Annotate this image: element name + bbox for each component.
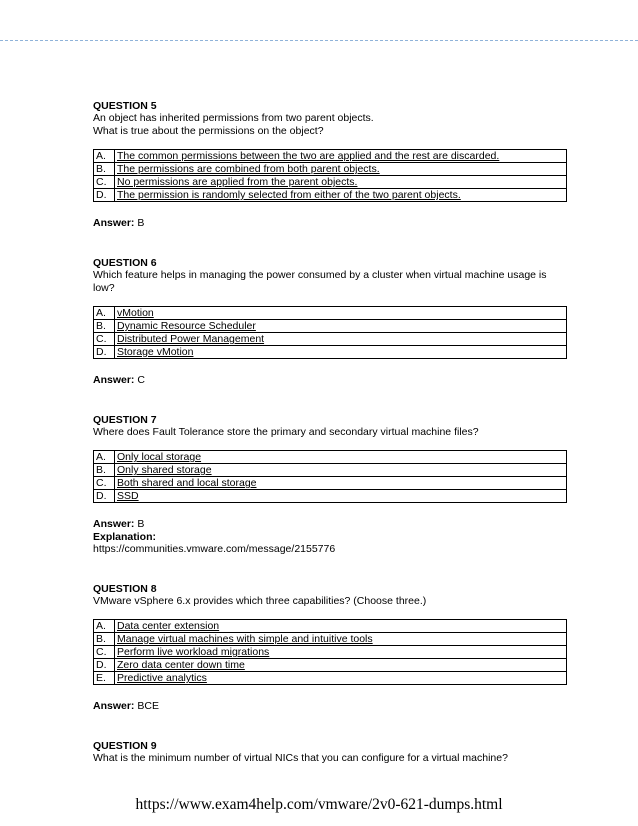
option-row	[94, 163, 567, 176]
option-text: Dynamic Resource Scheduler	[115, 320, 567, 333]
option-text: Perform live workload migrations	[115, 646, 567, 659]
answer-line	[93, 217, 568, 230]
answer-label: Answer:	[93, 518, 135, 530]
option-text: The permissions are combined from both parent objects.	[115, 163, 567, 176]
option-row	[94, 451, 567, 464]
option-row	[94, 320, 567, 333]
question-9	[93, 740, 568, 765]
header-dashed-rule	[0, 40, 638, 41]
question-6	[93, 257, 568, 387]
option-text: The common permissions between the two are applied and the rest are discarded.	[115, 150, 567, 163]
option-letter: A.	[94, 150, 115, 163]
question-7	[93, 414, 568, 556]
option-letter: D.	[94, 346, 115, 359]
option-letter: A.	[94, 307, 115, 320]
answer-label: Answer:	[93, 374, 135, 386]
option-letter: B.	[94, 163, 115, 176]
option-letter: B.	[94, 320, 115, 333]
option-text: Manage virtual machines with simple and intuitive tools	[115, 633, 567, 646]
option-letter: D.	[94, 189, 115, 202]
answer-label: Answer:	[93, 700, 135, 712]
option-row	[94, 490, 567, 503]
question-title: QUESTION 5	[93, 100, 157, 112]
options-table	[93, 306, 567, 359]
answer-line	[93, 700, 568, 713]
option-row	[94, 150, 567, 163]
option-text: Data center extension	[115, 620, 567, 633]
option-row	[94, 633, 567, 646]
question-5	[93, 100, 568, 230]
option-text: SSD	[115, 490, 567, 503]
option-row	[94, 659, 567, 672]
question-title: QUESTION 8	[93, 583, 157, 595]
option-text: Only local storage	[115, 451, 567, 464]
option-text: Only shared storage	[115, 464, 567, 477]
option-row	[94, 477, 567, 490]
question-text-line: VMware vSphere 6.x provides which three capabilities? (Choose three.)	[93, 595, 427, 607]
question-text-line: Which feature helps in managing the power consumed by a cluster when virtual machine usage is	[93, 269, 547, 281]
question-title: QUESTION 6	[93, 257, 157, 269]
answer-value: BCE	[137, 700, 159, 712]
option-text: Storage vMotion	[115, 346, 567, 359]
option-row	[94, 620, 567, 633]
option-letter: D.	[94, 659, 115, 672]
question-8	[93, 583, 568, 713]
question-text-line: Where does Fault Tolerance store the primary and secondary virtual machine files?	[93, 426, 479, 438]
option-letter: C.	[94, 477, 115, 490]
option-row	[94, 189, 567, 202]
option-row	[94, 672, 567, 685]
explanation-label: Explanation:	[93, 531, 157, 543]
explanation-link: https://communities.vmware.com/message/2155776	[93, 543, 336, 555]
option-letter: C.	[94, 646, 115, 659]
answer-line	[93, 374, 568, 387]
question-title: QUESTION 9	[93, 740, 157, 752]
option-letter: E.	[94, 672, 115, 685]
option-text: vMotion	[115, 307, 567, 320]
option-row	[94, 346, 567, 359]
options-table	[93, 450, 567, 503]
option-row	[94, 646, 567, 659]
answer-value: B	[137, 518, 145, 530]
option-text: The permission is randomly selected from either of the two parent objects.	[115, 189, 567, 202]
option-text: No permissions are applied from the parent objects.	[115, 176, 567, 189]
option-letter: D.	[94, 490, 115, 503]
question-title: QUESTION 7	[93, 414, 157, 426]
answer-line	[93, 518, 568, 531]
option-row	[94, 333, 567, 346]
footer-url[interactable]: https://www.exam4help.com/vmware/2v0-621-dumps.html	[135, 796, 503, 813]
option-text: Both shared and local storage	[115, 477, 567, 490]
question-text-line: low?	[93, 282, 115, 294]
question-text-line: What is the minimum number of virtual NICs that you can configure for a virtual machine?	[93, 752, 508, 764]
answer-value: B	[137, 217, 145, 229]
option-row	[94, 307, 567, 320]
option-row	[94, 464, 567, 477]
answer-label: Answer:	[93, 217, 135, 229]
question-text-line: What is true about the permissions on the object?	[93, 125, 324, 137]
option-letter: B.	[94, 464, 115, 477]
option-letter: A.	[94, 620, 115, 633]
answer-value: C	[137, 374, 145, 386]
option-letter: C.	[94, 333, 115, 346]
options-table	[93, 149, 567, 202]
option-row	[94, 176, 567, 189]
options-table	[93, 619, 567, 685]
option-text: Zero data center down time	[115, 659, 567, 672]
option-text: Distributed Power Management	[115, 333, 567, 346]
option-text: Predictive analytics	[115, 672, 567, 685]
question-text-line: An object has inherited permissions from two parent objects.	[93, 112, 374, 124]
option-letter: A.	[94, 451, 115, 464]
option-letter: B.	[94, 633, 115, 646]
question-list	[93, 100, 568, 765]
option-letter: C.	[94, 176, 115, 189]
